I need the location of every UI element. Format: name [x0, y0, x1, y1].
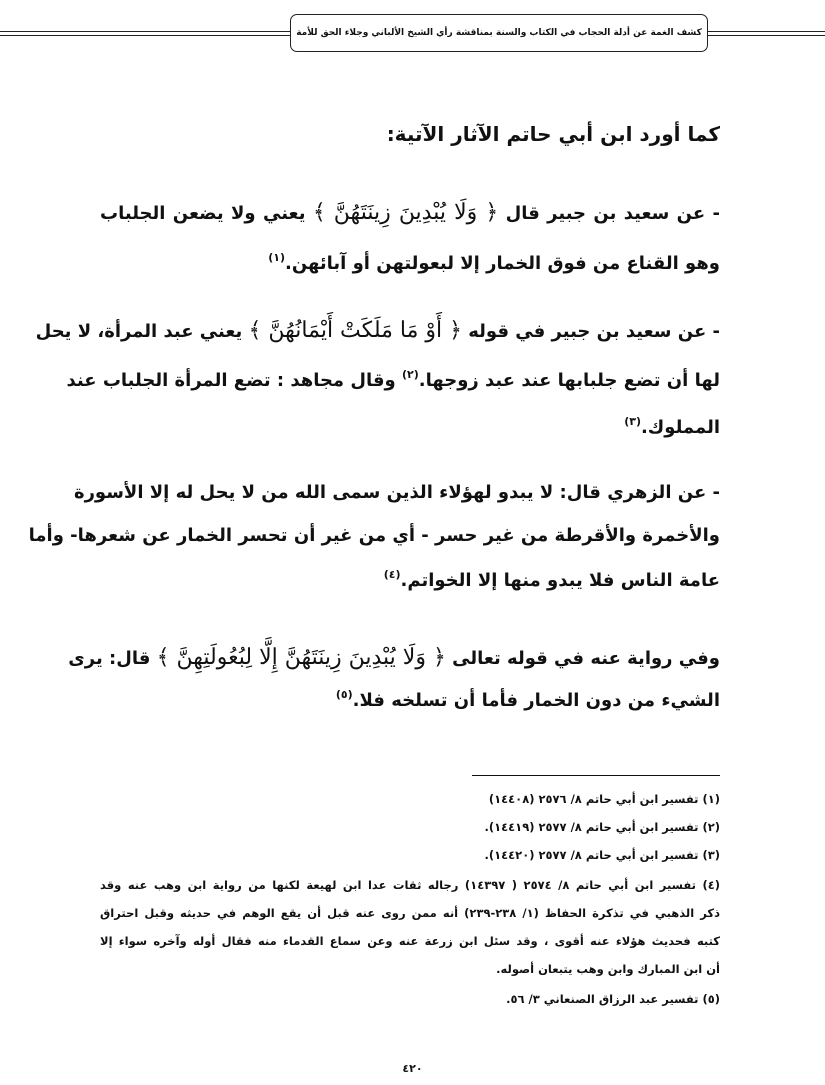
footnote-4-line-2: ذكر الذهبي في تذكرة الحفاظ (١/ ٢٣٨-٢٣٩) أنه ممن روى عنه قبل أن يقع الوهم في حديثه وقبل احتراق [100, 906, 720, 920]
footnote-2: (٢) تفسير ابن أبي حاتم ٨/ ٢٥٧٧ (١٤٤١٩). [484, 820, 720, 834]
paragraph-2-line-2: لها أن تضع جلبابها عند عبد زوجها.$^{(٢)}$ وقال مجاهد : تضع المرأة الجلباب عند [66, 368, 720, 391]
footnote-ref[interactable]: (٢) [401, 368, 419, 381]
running-header-title: كشف الغمة عن أدلة الحجاب في الكتاب والسنة بمناقشة رأي الشيخ الألباني وجلاء الحق للأمة [296, 28, 702, 38]
quran-verse: ﴿ وَلَا يُبْدِينَ زِينَتَهُنَّ إِلَّا لِبُعُولَتِهِنَّ ﴾ [156, 645, 446, 670]
footnote-ref[interactable]: (٤) [383, 568, 401, 581]
footnote-ref[interactable]: (٥) [335, 688, 353, 701]
paragraph-1-line-1: - عن سعيد بن جبير قال ﴿ وَلَا يُبْدِينَ زِينَتَهُنَّ ﴾ يعني ولا يضعن الجلباب [100, 200, 720, 225]
paragraph-4-line-1: وفي رواية عنه في قوله تعالى ﴿ وَلَا يُبْدِينَ زِينَتَهُنَّ إِلَّا لِبُعُولَتِهِنَّ ﴾ قال: يرى [68, 645, 720, 670]
footnote-ref[interactable]: (١) [268, 251, 285, 264]
paragraph-3-line-3: عامة الناس فلا يبدو منها إلا الخواتم.$^{(٤)}$ [383, 568, 720, 591]
footnote-4-line-4: أن ابن المبارك وابن وهب يتبعان أصوله. [496, 962, 720, 976]
footnote-ref[interactable]: (٣) [624, 415, 641, 428]
footnote-4-line-1: (٤) تفسير ابن أبي حاتم ٨/ ٢٥٧٤ ( ١٤٣٩٧) رجاله ثقات عدا ابن لهيعة لكنها من رواية ابن وهب عنه وقد [100, 878, 720, 892]
paragraph-1-line-2: وهو القناع من فوق الخمار إلا لبعولتهن أو آبائهن.$^{(١)}$ [268, 251, 720, 274]
paragraph-3-line-2: والأخمرة والأقرطة من غير حسر - أي من غير أن تحسر الخمار عن شعرها- وأما [28, 525, 720, 546]
footnote-3: (٣) تفسير ابن أبي حاتم ٨/ ٢٥٧٧ (١٤٤٢٠). [484, 848, 720, 862]
footnote-1: (١) تفسير ابن أبي حاتم ٨/ ٢٥٧٦ (١٤٤٠٨) [488, 792, 720, 806]
paragraph-4-line-2: الشيء من دون الخمار فأما أن تسلخه فلا.$^{(٥)}$ [335, 688, 720, 711]
paragraph-3-line-1: - عن الزهري قال: لا يبدو لهؤلاء الذين سمى الله من لا يحل له إلا الأسورة [73, 482, 720, 503]
paragraph-2-line-1: - عن سعيد بن جبير في قوله ﴿ أَوْ مَا مَلَكَتْ أَيْمَانُهُنَّ ﴾ يعني عبد المرأة، لا يحل [35, 318, 720, 343]
footnotes [28, 0, 720, 1040]
quran-verse: ﴿ وَلَا يُبْدِينَ زِينَتَهُنَّ ﴾ [312, 200, 499, 225]
section-heading: كما أورد ابن أبي حاتم الآثار الآتية: [386, 122, 720, 146]
page-number: ٤٢٠ [402, 1062, 423, 1075]
quran-verse: ﴿ أَوْ مَا مَلَكَتْ أَيْمَانُهُنَّ ﴾ [248, 318, 462, 343]
footnote-5: (٥) تفسير عبد الرزاق الصنعاني ٣/ ٥٦. [506, 992, 720, 1006]
footnote-4-line-3: كتبه فحديث هؤلاء عنه أقوى ، وقد سئل ابن زرعة عنه وعن سماع القدماء منه فقال أوله وآخره سواء إلا [100, 934, 720, 948]
paragraph-2-line-3: المملوك.$^{(٣)}$ [624, 415, 720, 438]
